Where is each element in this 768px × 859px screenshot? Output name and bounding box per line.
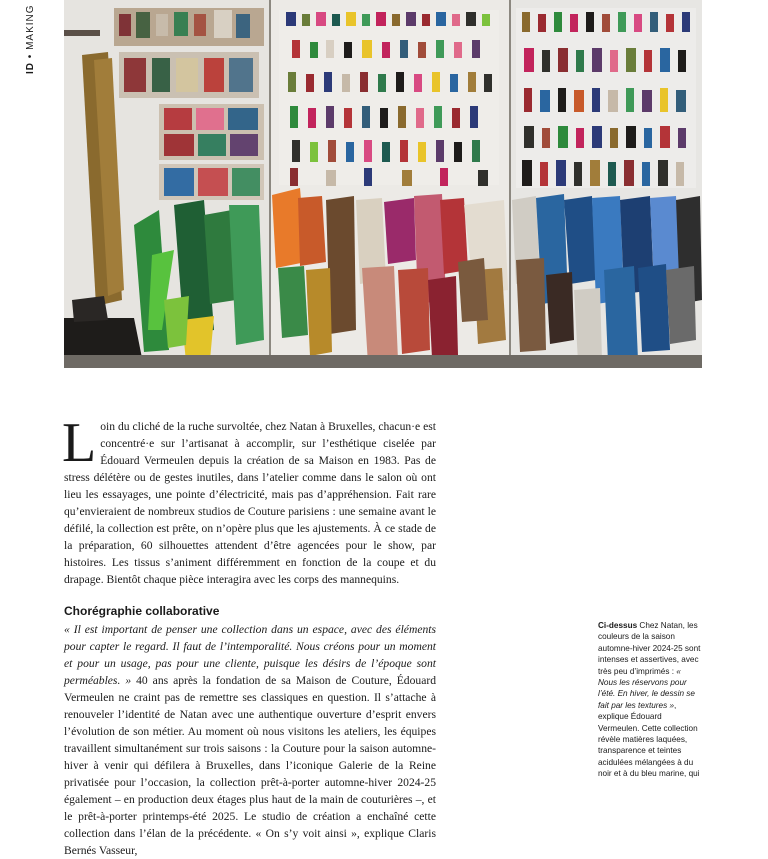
pull-quote: « Il est important de penser une collection dans un espace, avec des éléments pour capter le regard. Il faut de l’intemporalité. Nous créons pour un moment et pour un usage, pas pour une cliente, puisque les désirs de l’époque sont perméables. » [64, 623, 436, 687]
article-body [62, 412, 436, 859]
body-text: 40 ans après la fondation de sa Maison de Couture, Édouard Vermeulen ne craint pas de remettre ses classiques en question. Il s’attache à renouveler l’identité de Natan avec une authentique ouverture d’esprit envers l’évolution de son métier. Au moment où nous visitons les ateliers, les équipes travaillent simultanément sur trois saisons : la Couture pour la saison automne-hiver à venir qui défilera à Bruxelles, dans l’iconique Galerie de la Reine privatisée pour l’occasion, la collection prêt-à-porter automne-hiver 2024-25 également – en production deux étages plus haut de la main de couturières –, et le prêt-à-porter printemps-été 2025. Le studio de création a enchaîné cette collection dans l’élan de la précédente. « On s’y voit ainsi », explique Claris Bernés Vasseur, [64, 674, 436, 857]
caption-text-2: , explique Édouard Vermeulen. Cette collection révèle matières laquées, transparence et teintes acidulées mélangées à du noir et à du bleu marine, qui [598, 700, 700, 779]
section-title: MAKING [25, 4, 36, 50]
caption-lead: Ci-dessus [598, 621, 638, 630]
body-paragraph [64, 621, 436, 859]
caption-quote: « Nous les réservons pour l’été. En hiver, le dessin se fait par les textures » [598, 666, 695, 710]
intro-paragraph [62, 412, 436, 588]
atelier-photo [64, 0, 702, 368]
section-label: ID [25, 62, 36, 74]
atelier-moodboard-photo [64, 0, 702, 368]
dropcap: L [62, 412, 97, 474]
caption-text-1: Chez Natan, les couleurs de la saison automne-hiver 2024-25 sont intenses et assertives, avec très peu d’imprimés : [598, 621, 701, 676]
section-subhead: Chorégraphie collaborative [64, 604, 220, 618]
separator: • [25, 53, 36, 59]
photo-caption [598, 620, 702, 780]
running-head [24, 2, 38, 74]
intro-text: oin du cliché de la ruche survoltée, chez Natan à Bruxelles, chacun·e est concentré·e sur l’artisanat à accomplir, sur l’esthétique ciselée par Édouard Vermeulen depuis la création de sa Maison en 1983. Pas de stress délétère ou de gestes inutiles, dans l’atelier comme dans le salon où ont lieu les essayages, une pointe d’électricité, mais pas d’appréhension. Fait rare qu’envieraient de nombreux studios de Couture parisiens : une semaine avant le défilé, la collection est prête, on n’opère plus que les ajustements. À ce stade de la préparation, 60 silhouettes attendent d’être agencées pour le show, par histoires. Les tissus s’animent différemment en fonction de la coupe et du drapage. Bientôt chaque pièce interagira avec les corps des mannequins. [64, 420, 436, 586]
